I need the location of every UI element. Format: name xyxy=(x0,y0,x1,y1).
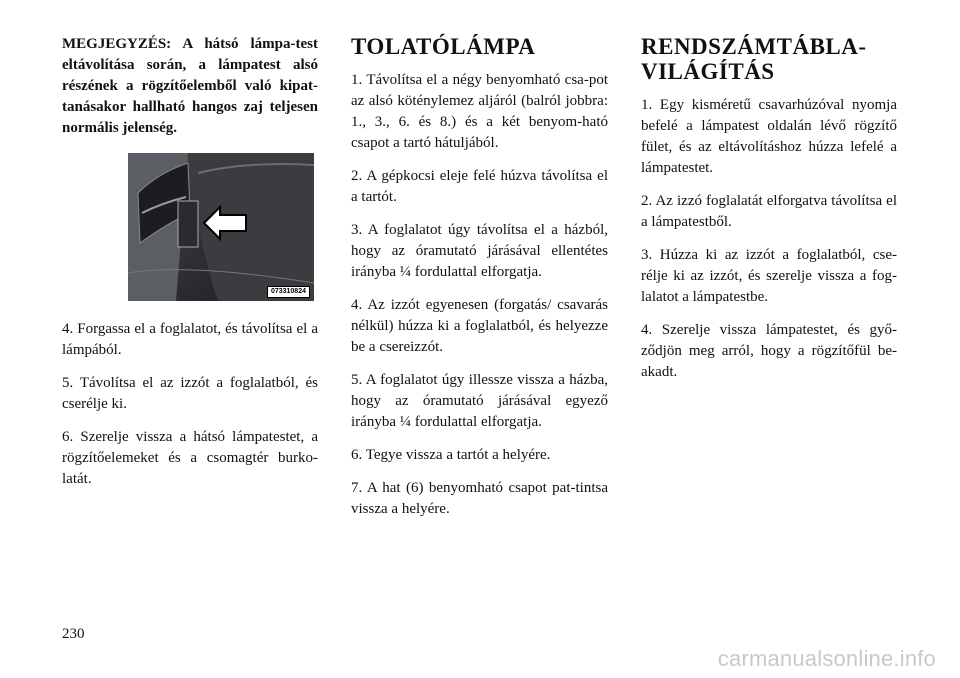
step-7: 7. A hat (6) benyomható csapot pat-tintsa vissza a helyére. xyxy=(351,480,608,517)
step-3: 3. Húzza ki az izzót a foglalatból, cse-rélje ki az izzót, és szerelje vissza a fog-lalatot a lámpatestbe. xyxy=(641,247,897,305)
step-3: 3. A foglalatot úgy távolítsa el a házból, hogy az óramutató járásával ellentétes irányba ¼ fordulattal elforgatja. xyxy=(351,222,608,280)
step-5: 5. A foglalatot úgy illessze vissza a házba, hogy az óramutató járásával egyező irányba ¼ fordulattal elforgatja. xyxy=(351,372,608,430)
step-5: 5. Távolítsa el az izzót a foglalatból, és cserélje ki. xyxy=(62,375,318,412)
column-right xyxy=(641,34,897,395)
figure-code: 073310824 xyxy=(267,286,310,298)
page-number: 230 xyxy=(62,626,85,642)
heading-line-2: VILÁGÍTÁS xyxy=(641,59,775,84)
step-1: 1. Távolítsa el a négy benyomható csa-pot az alsó köténylemez aljáról (balról jobbra: 1., 3., 6. és 8.) és a két benyom-ható csapot a tartó hátuljából. xyxy=(351,72,608,151)
step-6: 6. Tegye vissza a tartót a helyére. xyxy=(351,447,551,463)
section-heading-reverse-lamp: TOLATÓLÁMPA xyxy=(351,34,536,59)
tail-lamp-figure xyxy=(128,153,314,301)
step-6: 6. Szerelje vissza a hátsó lámpatestet, a rögzítőelemeket és a csomagtér burko-latát. xyxy=(62,429,318,487)
heading-line-1: RENDSZÁMTÁBLA- xyxy=(641,34,867,59)
watermark: carmanualsonline.info xyxy=(717,646,936,671)
tail-lamp-illustration xyxy=(128,153,314,301)
step-4: 4. Az izzót egyenesen (forgatás/ csavarás nélkül) húzza ki a foglalatból, és helyezze be a csereizzót. xyxy=(351,297,608,355)
note-text: MEGJEGYZÉS: A hátsó lámpa-test eltávolítása során, a lámpatest alsó részének a rögzítőelemből való kipat-tanásakor hallható hangos zaj teljesen normális jelenség. xyxy=(62,36,318,136)
step-4: 4. Szerelje vissza lámpatestet, és győ-ződjön meg arról, hogy a rögzítőfül be-akadt. xyxy=(641,322,897,380)
step-1: 1. Egy kisméretű csavarhúzóval nyomja befelé a lámpatest oldalán lévő rögzítő fület, és az eltávolításhoz húzza lefelé a lámpatestet. xyxy=(641,97,897,176)
column-left xyxy=(62,34,318,502)
step-2: 2. Az izzó foglalatát elforgatva távolítsa el a lámpatestből. xyxy=(641,193,897,230)
step-4: 4. Forgassa el a foglalatot, és távolítsa el a lámpából. xyxy=(62,321,318,358)
section-heading-license-plate-lamp xyxy=(641,34,897,84)
step-2: 2. A gépkocsi eleje felé húzva távolítsa el a tartót. xyxy=(351,168,608,205)
column-middle xyxy=(351,34,608,532)
